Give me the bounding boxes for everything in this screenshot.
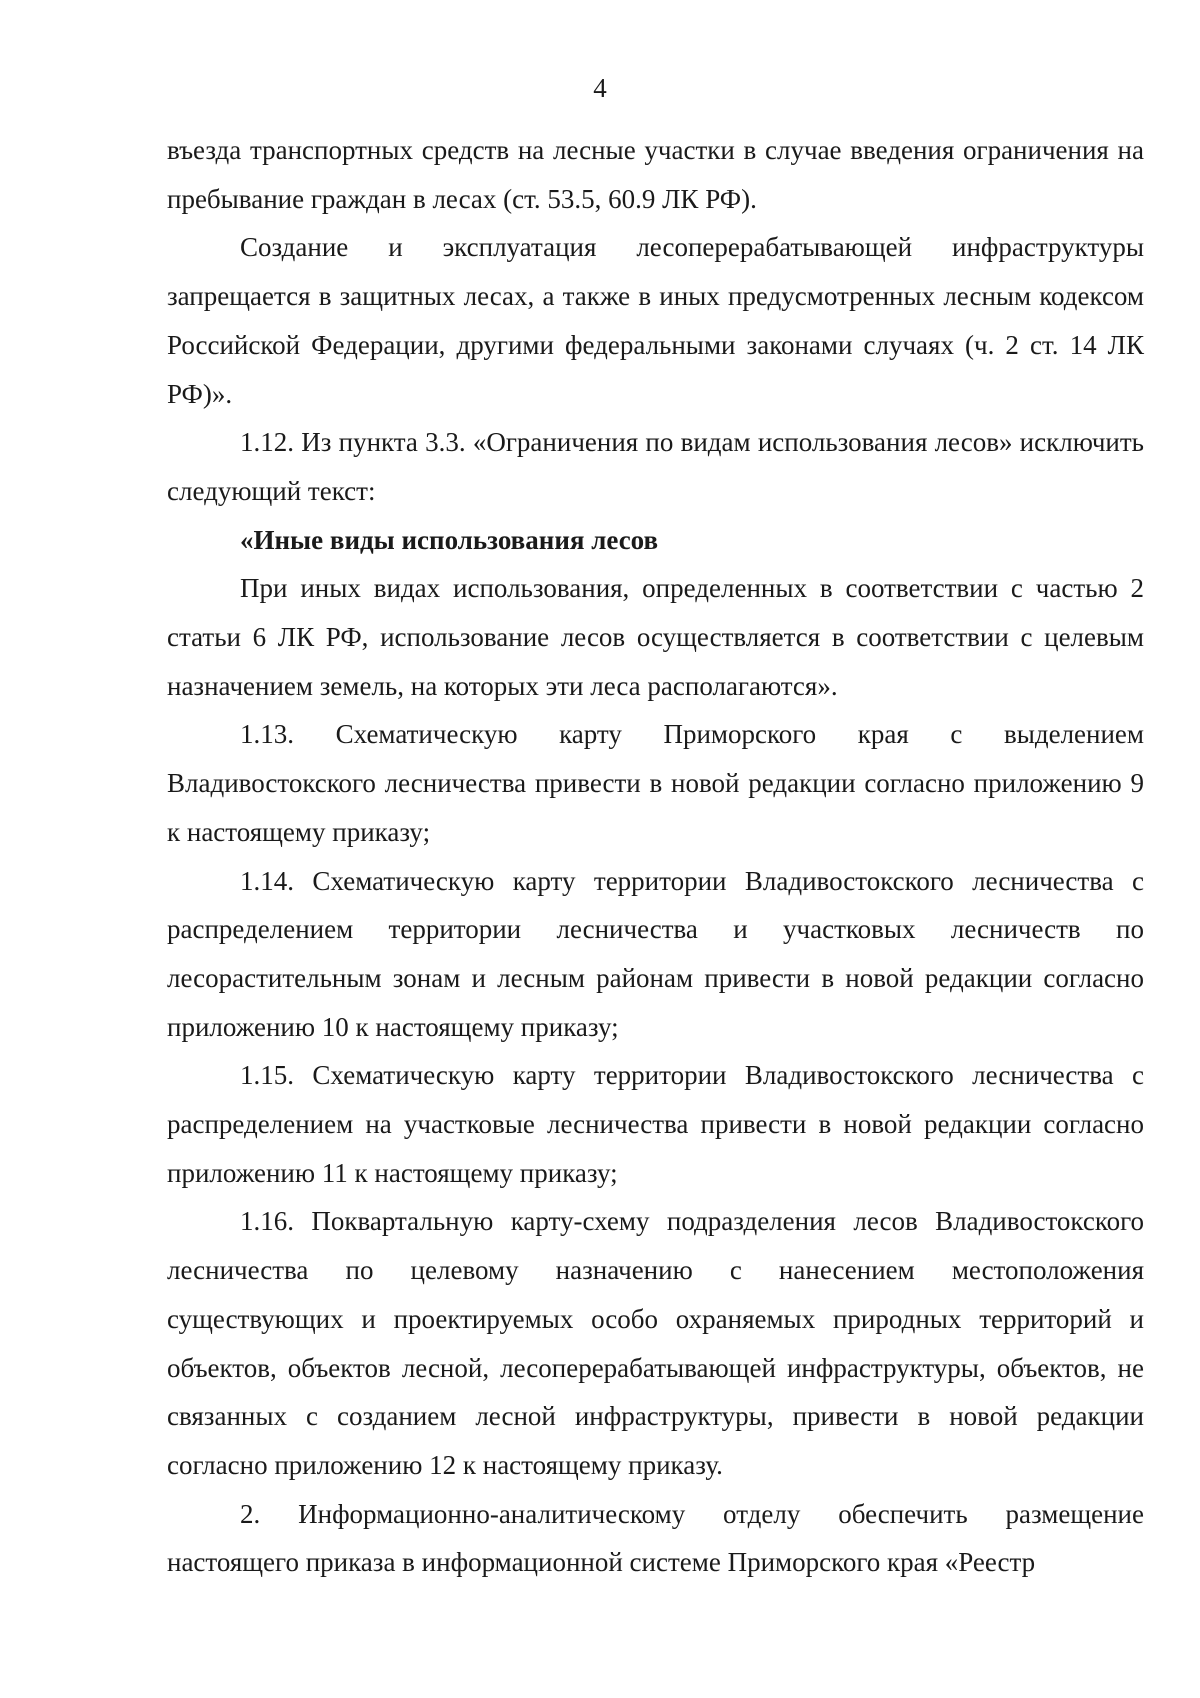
paragraph-infrastructure: Создание и эксплуатация лесоперерабатывающей инфраструктуры запрещается в защитных лесах, а также в иных предусмотренных лесным кодексом Российской Федерации, другими федеральными законами случаях (ч. 2 ст. 14 ЛК РФ)». [167,232,1144,409]
section-heading: «Иные виды использования лесов [240,524,659,555]
paragraph-item-1-14: 1.14. Схематическую карту территории Владивостокского лесничества с распределением территории лесничества и участковых лесничеств по лесорастительным зонам и лесным районам привести в новой редакции согласно приложению 10 к настоящему приказу; [167,865,1144,1042]
paragraph-item-1-15: 1.15. Схематическую карту территории Владивостокского лесничества с распределением на участковые лесничества привести в новой редакции согласно приложению 11 к настоящему приказу; [167,1060,1144,1188]
paragraph-item-1-13: 1.13. Схематическую карту Приморского края с выделением Владивостокского лесничества привести в новой редакции согласно приложению 9 к настоящему приказу; [167,719,1144,847]
paragraph-continuation: въезда транспортных средств на лесные участки в случае введения ограничения на пребывание граждан в лесах (ст. 53.5, 60.9 ЛК РФ). [167,135,1144,214]
paragraph-other-uses: При иных видах использования, определенных в соответствии с частью 2 статьи 6 ЛК РФ, использование лесов осуществляется в соответствии с целевым назначением земель, на которых эти леса располагаются». [167,573,1144,701]
paragraph-item-1-12: 1.12. Из пункта 3.3. «Ограничения по видам использования лесов» исключить следующий текст: [167,427,1144,506]
document-body [167,126,1144,1587]
page-number: 4 [593,73,607,103]
paragraph-item-2: 2. Информационно-аналитическому отделу обеспечить размещение настоящего приказа в информационной системе Приморского края «Реестр [167,1498,1144,1578]
paragraph-item-1-16: 1.16. Поквартальную карту-схему подразделения лесов Владивостокского лесничества по целевому назначению с нанесением местоположения существующих и проектируемых особо охраняемых природных территорий и объектов, объектов лесной, лесоперерабатывающей инфраструктуры, объектов, не связанных с созданием лесной инфраструктуры, привести в новой редакции согласно приложению 12 к настоящему приказу. [167,1206,1144,1480]
